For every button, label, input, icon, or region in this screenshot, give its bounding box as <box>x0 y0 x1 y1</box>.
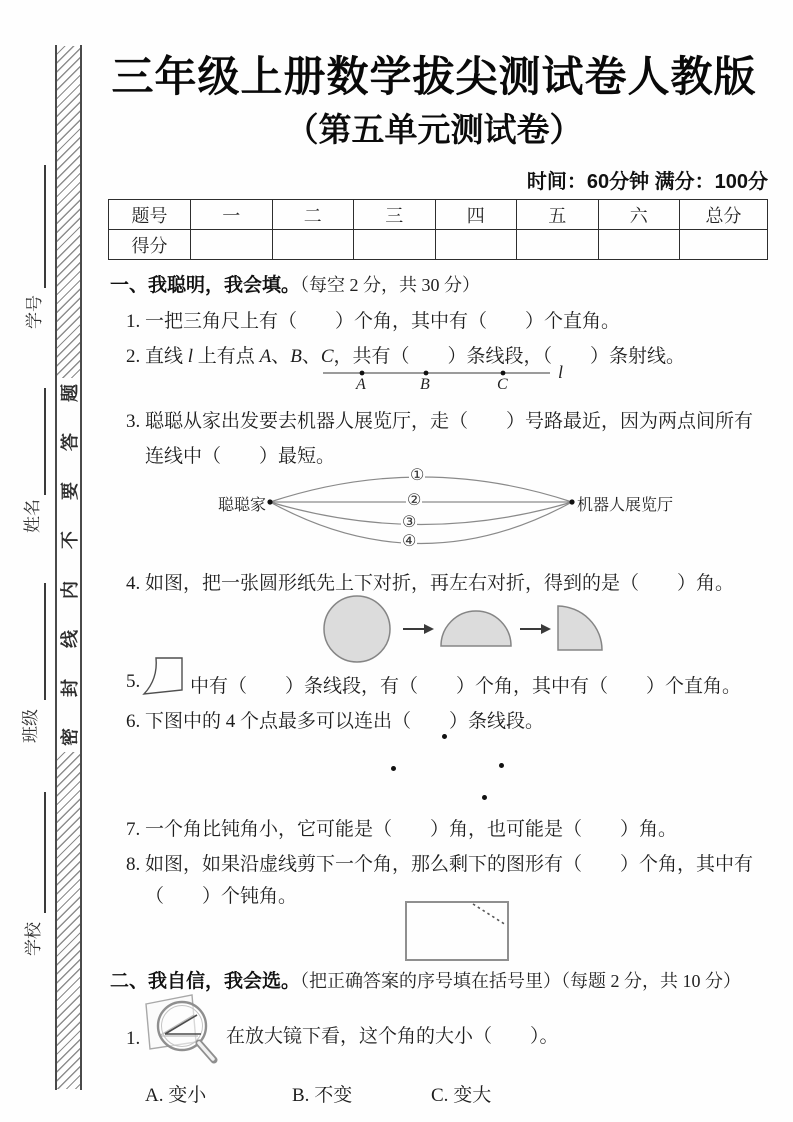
question-3-line1 <box>126 406 753 433</box>
section2-question-1-number <box>126 1028 140 1050</box>
option-label: 变大 <box>453 1085 492 1106</box>
destination-label: 机器人展览厅 <box>577 497 674 514</box>
section2-note: （把正确答案的序号填在括号里）（每题 2 分，共 10 分） <box>300 971 742 991</box>
point-c-dot <box>501 371 506 376</box>
fold-figure <box>313 592 605 668</box>
question-text: 上有点 <box>193 346 260 367</box>
question-text: 一把三角尺上有（ ）个角，其中有（ ）个直角。 <box>145 311 621 332</box>
question-number: 6. <box>126 711 141 732</box>
question-text: 一个角比钝角小，它可能是（ ）角，也可能是（ ）角。 <box>145 819 678 840</box>
rectangle-figure <box>405 901 509 961</box>
score-table-cell: 四 <box>435 200 517 230</box>
school-label: 学校 <box>23 922 43 956</box>
question-text: （ ）个钝角。 <box>145 886 298 907</box>
option-key: C. <box>431 1085 449 1106</box>
school-blank-line <box>44 792 46 913</box>
route-number-3: ③ <box>402 514 417 531</box>
question-1 <box>126 306 620 333</box>
question-text: 中有（ ）条线段，有（ ）个角，其中有（ ）个直角。 <box>190 676 742 697</box>
line-figure <box>318 362 580 400</box>
option-key: A. <box>145 1085 164 1106</box>
math-letter-a: A <box>259 346 272 367</box>
question-number: 4. <box>126 573 141 594</box>
question-5-text <box>190 671 741 698</box>
question-text: 、 <box>271 346 291 367</box>
dashed-cut-line-drawing <box>407 903 507 959</box>
question-number: 3. <box>126 411 141 432</box>
option-a <box>145 1080 206 1107</box>
route-number-4: ④ <box>402 533 417 550</box>
question-text: 如图，如果沿虚线剪下一个角，那么剩下的图形有（ ）个角，其中有 <box>145 854 754 875</box>
score-table-cell: 六 <box>598 200 680 230</box>
seal-char: 密 <box>59 727 80 746</box>
home-label: 聪聪家 <box>218 497 267 514</box>
paper-subtitle: （第五单元测试卷） <box>285 111 583 148</box>
seal-char: 内 <box>59 580 80 599</box>
question-4 <box>126 568 734 595</box>
line-l-label: l <box>558 362 564 382</box>
score-table-empty-cell <box>598 230 680 260</box>
score-table-empty-cell <box>517 230 599 260</box>
section1-heading <box>110 270 480 297</box>
score-table-cell: 题号 <box>109 200 191 230</box>
score-table-cell: 一 <box>191 200 273 230</box>
score-table-cell: 得分 <box>109 230 191 260</box>
math-letter-b: B <box>290 346 302 367</box>
option-b <box>292 1080 352 1107</box>
time-and-score-info: 时间：60分钟 满分：100分 <box>526 171 768 193</box>
seal-char: 答 <box>59 433 80 452</box>
half-circle-shape <box>441 611 511 646</box>
score-table-cell: 三 <box>354 200 436 230</box>
route-number-1: ① <box>410 467 425 484</box>
point-b-dot <box>424 371 429 376</box>
section1-note: （每空 2 分，共 30 分） <box>300 275 481 295</box>
seal-text-column <box>55 380 82 750</box>
question-text: 下图中的 4 个点最多可以连出（ ）条线段。 <box>145 711 545 732</box>
magnifier-angle-icon <box>142 992 222 1068</box>
question-number: 7. <box>126 819 141 840</box>
question-text: 连线中（ ）最短。 <box>145 446 336 467</box>
question-number: 1. <box>126 1028 141 1049</box>
seal-hatch-top <box>57 46 80 378</box>
section2-question-1-text <box>226 1021 559 1048</box>
question-text: 如图，把一张圆形纸先上下对折，再左右对折，得到的是（ ）角。 <box>145 573 735 594</box>
route-number-2: ② <box>407 492 422 509</box>
option-label: 变小 <box>168 1085 207 1106</box>
arrow-icon <box>403 624 434 634</box>
seal-char: 要 <box>59 482 80 501</box>
figure-point-dot <box>442 734 447 739</box>
question-7 <box>126 814 677 841</box>
class-blank-line <box>44 583 46 700</box>
point-b-label: B <box>420 376 430 393</box>
section1-title: 一、我聪明，我会填。 <box>110 275 301 296</box>
question-8-line2 <box>145 881 297 908</box>
figure-point-dot <box>391 766 396 771</box>
question-5-number <box>126 671 140 693</box>
question-text: 聪聪从家出发要去机器人展览厅，走（ ）号路最近，因为两点间所有 <box>145 411 754 432</box>
question-text: 、 <box>301 346 321 367</box>
option-c <box>431 1080 491 1107</box>
score-table-cell: 二 <box>272 200 354 230</box>
seal-char: 题 <box>59 384 80 402</box>
score-table-score-row <box>109 230 768 260</box>
question-6 <box>126 706 544 733</box>
paper-title: 三年级上册数学拔尖测试卷人教版 <box>111 53 757 100</box>
student-id-blank-line <box>44 165 46 288</box>
point-a-label: A <box>356 376 366 393</box>
question-number: 8. <box>126 854 141 875</box>
section2-heading <box>110 966 741 993</box>
name-blank-line <box>44 388 46 495</box>
score-table-empty-cell <box>272 230 354 260</box>
class-label: 班级 <box>20 709 40 743</box>
question-number: 2. <box>126 346 141 367</box>
math-letter-l: l <box>187 346 194 367</box>
question-8-line1 <box>126 849 753 876</box>
score-table-header-row <box>109 200 768 230</box>
score-table <box>108 199 768 260</box>
seal-char: 线 <box>59 629 80 648</box>
home-point-dot <box>267 499 272 504</box>
circle-paper-shape <box>324 596 390 662</box>
destination-point-dot <box>569 499 574 504</box>
score-table-empty-cell <box>354 230 436 260</box>
point-c-label: C <box>497 376 508 393</box>
dashed-cut-line <box>473 904 506 925</box>
question-number: 1. <box>126 311 141 332</box>
point-a-dot <box>360 371 365 376</box>
question-text: 直线 <box>145 346 188 367</box>
name-label: 姓名 <box>22 499 42 533</box>
student-id-label: 学号 <box>24 295 44 329</box>
curved-shape-icon <box>141 654 187 698</box>
figure-point-dot <box>482 795 487 800</box>
math-letter-c: C <box>320 346 334 367</box>
figure-point-dot <box>499 763 504 768</box>
score-table-cell: 总分 <box>680 200 768 230</box>
question-text: 在放大镜下看，这个角的大小（ ）。 <box>226 1026 559 1047</box>
score-table-empty-cell <box>435 230 517 260</box>
route-figure <box>212 452 674 557</box>
section2-title: 二、我自信，我会选。 <box>110 971 301 992</box>
question-text: ，共有（ ）条线段，（ ）条射线。 <box>333 346 686 367</box>
option-label: 不变 <box>314 1085 353 1106</box>
score-table-cell: 五 <box>517 200 599 230</box>
quarter-circle-shape <box>558 606 602 650</box>
arrow-icon <box>520 624 551 634</box>
score-table-empty-cell <box>680 230 768 260</box>
score-table-empty-cell <box>191 230 273 260</box>
option-key: B. <box>292 1085 310 1106</box>
question-number: 5. <box>126 671 141 692</box>
magnifier-handle-highlight <box>199 1043 213 1059</box>
seal-hatch-bottom <box>57 752 80 1089</box>
seal-char: 不 <box>59 531 80 550</box>
seal-char: 封 <box>59 678 80 697</box>
